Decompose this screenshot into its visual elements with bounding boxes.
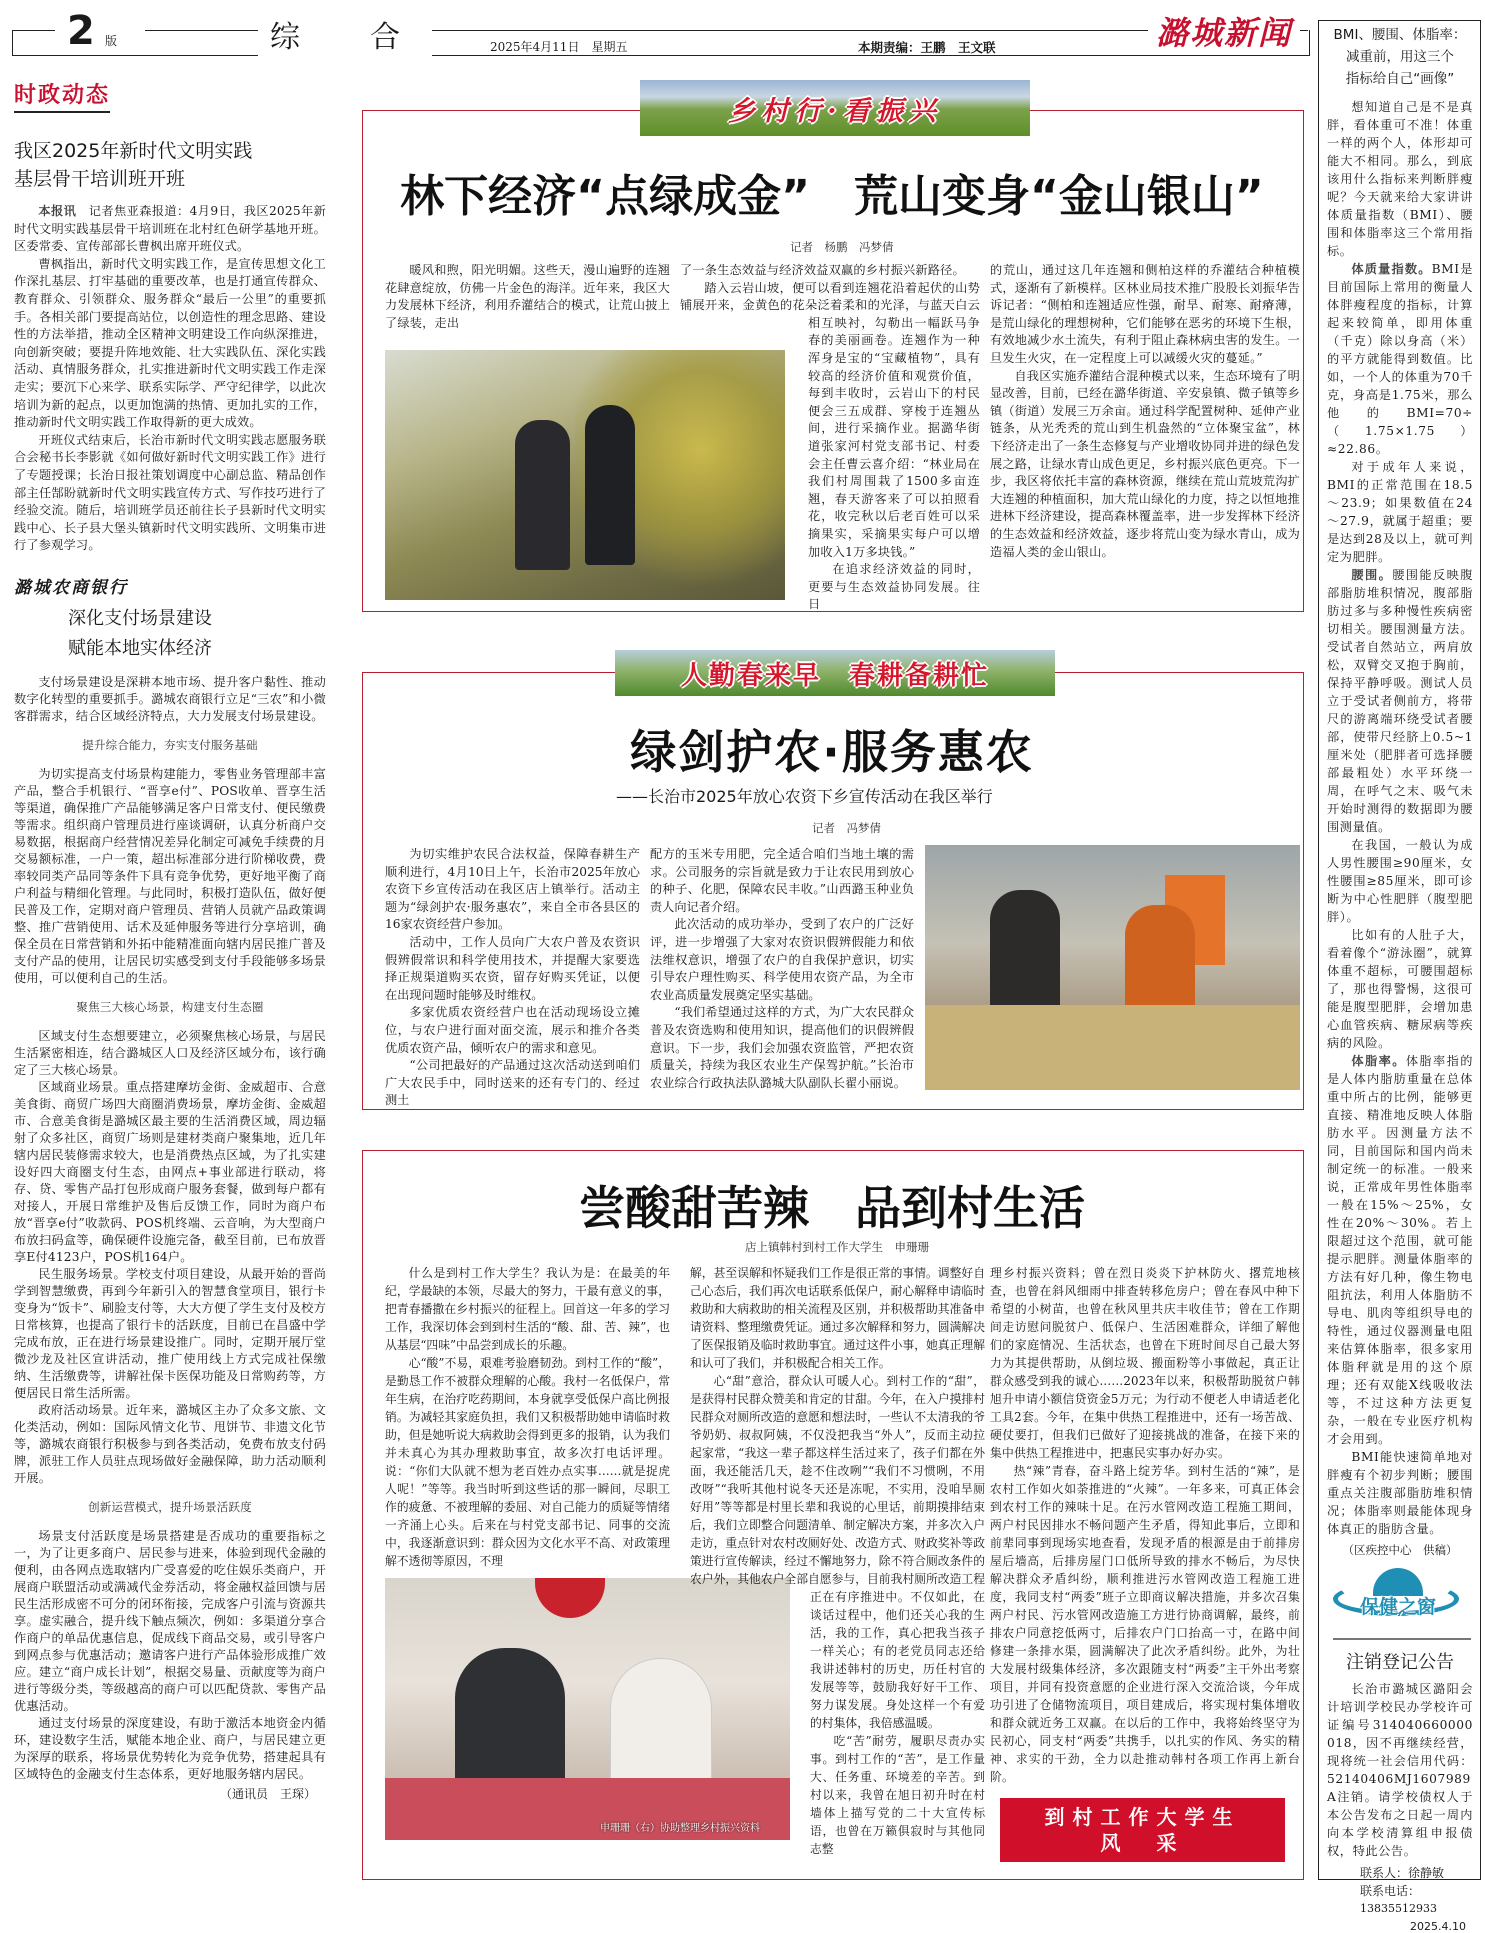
paragraph-text: 开班仪式结束后，长治市新时代文明实践志愿服务联合会秘书长李影就《如何做好新时代文明实践工作》进行了专题授课；长治日报社策划调度中心副总监、精品创作部主任郜盼就新时代文明实践宣传方式、写作技巧进行了经验交流。随后，培训班学员还前往长子县新时代文明实践中心、长子县大堡头镇新时代文明实践所、文明集市进行了参观学习。	[14, 432, 326, 553]
article-1-banner	[640, 80, 1030, 136]
paragraph	[14, 203, 326, 256]
feature-banner	[1000, 1798, 1285, 1862]
subheading: 聚焦三大核心场景，构建支付生态圈	[76, 999, 264, 1014]
paragraph: 什么是到村工作大学生？我认为是：在最美的年纪，学最缺的本领，尽最大的努力，干最有意义的事，把青春播撒在乡村振兴的征程上。回首这一年多的学习工作，我深切体会到到村生活的“酸、甜、苦、辣”，也从基层“四味”中品尝到成长的乐趣。	[385, 1266, 670, 1352]
paragraph	[1327, 260, 1473, 458]
paragraph-text: BMI能快速简单地对胖瘦有个初步判断；腰围重点关注腹部脂肪堆积情况；体脂率则最能体现身体真正的脂肪含量。	[1327, 1450, 1473, 1536]
article-1-col-2	[680, 262, 980, 615]
paragraph-lead: 体脂率。	[1351, 1054, 1406, 1068]
paragraph-text: 想知道自己是不是真胖，看体重可不准！体重一样的两个人，体形却可能大不相同。那么，到底该用什么指标来判断胖瘦呢？今天就来给大家讲讲体质量指数（BMI）、腰围和体脂率这三个常用指标。	[1327, 100, 1473, 258]
paragraph: 多家优质农资经营户也在活动现场设立摊位，与农户进行面对面交流，展示和推介各类优质农资产品，倾听农户的需求和意见。	[385, 1005, 640, 1055]
paragraph: 的荒山，通过这几年连翘和侧柏这样的乔灌结合种植模式，逐渐有了新模样。区林业局技术推广股股长刘振华告诉记者：“侧柏和连翘适应性强，耐旱、耐寒、耐瘠薄，是荒山绿化的理想树种，它们能够在恶劣的环境下生根，有效地减少水土流失，有利于阻止森林病虫害的发生。一旦发生火灾，在一定程度上可以减缓火灾的蔓延。”	[990, 263, 1300, 365]
paragraph: “公司把最好的产品通过这次活动送到咱们广大农民手中，同时送来的还有专门的、经过测土	[385, 1058, 640, 1108]
paragraph	[1327, 566, 1473, 836]
photo-wrap-spacer	[680, 315, 808, 615]
column-tag	[14, 78, 110, 113]
page-number: 2	[67, 8, 95, 54]
bank-headline-line-2: 赋能本地实体经济	[68, 637, 212, 659]
article-2-col-2	[650, 846, 914, 1092]
issue-date: 2025年4月11日 星期五	[490, 40, 628, 54]
paragraph	[1327, 1448, 1473, 1538]
product-table	[925, 1005, 1300, 1090]
paragraph: 在追求经济效益的同时，更要与生态效益协同发展。往日	[808, 562, 980, 612]
masthead	[12, 30, 1310, 56]
paragraph-text: BMI是目前国际上常用的衡量人体胖瘦程度的指标，计算起来较简单，即用体重（千克）除以身高（米）的平方就能得到数值。比如，一个人的体重为70千克，身高是1.75米，那么他的BMI=70÷（1.75×1.75）≈22.86。	[1327, 262, 1473, 456]
left-column	[14, 78, 326, 1802]
paragraph-text: 在我国，一般认为成人男性腰围≥90厘米，女性腰围≥85厘米，即可诊断为中心性肥胖（腹型肥胖）。	[1327, 838, 1473, 924]
paragraph-lead: 本报讯	[38, 204, 77, 218]
paragraph-text: 区域支付生态想要建立，必须聚焦核心场景，与居民生活紧密相连，结合潞城区人口及经济区域分布，该行确定了三大核心场景。	[14, 1028, 326, 1077]
paragraph	[1327, 458, 1473, 566]
paragraph: 自我区实施乔灌结合混种模式以来，生态环境有了明显改善，目前，已经在潞华街道、辛安泉镇、微子镇等乡镇（街道）发展三万余亩。通过科学配置树种、延伸产业链条，从光秃秃的荒山到生机盎然的“立体聚宝盆”，林下经济走出了一条生态修复与产业增收协同并进的绿色发展之路，让绿水青山成色更足，乡村振兴底色更亮。下一步，我区将依托丰富的森林资源，继续在荒山荒坡荒沟扩大连翘的种植面积，加大荒山绿化的力度，持之以恒地推进林下经济建设，提高森林覆盖率，进一步发挥林下经济的生态效益和经济效益，逐步将荒山变为绿水青山，成为造福人类的金山银山。	[990, 368, 1300, 559]
paragraph-text: 场景支付活跃度是场景搭建是否成功的重要指标之一，为了让更多商户、居民参与进来，体验到现代金融的便利，由各网点选取辖内广受喜爱的吃住娱乐类商户，开展商户联盟活动或满减代金券活动，将金融权益回馈与居民生活形成密不可分的闭环衔接，完成客户引流与资源共享。虚实融合，提升线下触点频次，例如：多渠道分享合作商户的单品优惠信息，促成线下商品交易，或引导客户到网点参与优惠活动；邀请客户进行产品体验形成推广效应。建立“商户成长计划”，根据交易量、贡献度等为商户进行等级分类，等级越高的商户可以匹配贷款、零售产品优惠活动。	[14, 1528, 326, 1713]
paragraph-text: 通过支付场景的深度建设，有助于激活本地资金内循环，建设数字生活，赋能本地企业、商户，与居民建立更为深厚的联系，将场景优势转化为竞争优势，搭建起具有区域特色的金融支付生态体系，更好地服务辖内居民。	[14, 1715, 326, 1781]
paragraph	[14, 674, 326, 725]
paragraph-text: 记者焦亚森报道：4月9日，我区2025年新时代文明实践基层骨干培训班在北村红色研学基地开班。区委常委、宣传部部长曹枫出席开班仪式。	[14, 204, 326, 254]
article-3-col-2	[690, 1264, 985, 1888]
paragraph	[14, 256, 326, 432]
paragraph-text: 对于成年人来说，BMI的正常范围在18.5～23.9；如果数值在24～27.9，就属于超重；要是达到28及以上，就可判定为肥胖。	[1327, 460, 1473, 564]
section-name: 综 合	[258, 12, 432, 56]
health-logo-text: 保健之窗	[1359, 1596, 1436, 1618]
bank-body	[14, 674, 326, 1783]
article-2-banner-text: 人勤春来早 春耕备耕忙	[680, 660, 989, 691]
article-3-col-3-wrap	[990, 1264, 1300, 1862]
paragraph-text: 政府活动场景。近年来，潞城区主办了众多文旅、文化类活动，例如：国际风情文化节、甩饼节、非遗文化节等，潞城农商银行积极参与到各类活动，免费布放支付码牌，派驻工作人员驻点现场做好金融保障，助力活动顺利开展。	[14, 1402, 326, 1485]
paragraph-lead: 腰围。	[1351, 568, 1393, 582]
news-body	[14, 203, 326, 555]
paragraph	[14, 1715, 326, 1783]
page-unit: 版	[105, 34, 118, 48]
paragraph-text: 比如有的人肚子大，看着像个“游泳圈”，就算体重不超标，可腰围超标了，那也得警惕，这很可能是腹型肥胖，会增加患心血管疾病、糖尿病等疾病的风险。	[1327, 928, 1473, 1050]
health-body	[1327, 98, 1473, 1538]
article-1-headline: 林下经济“点绿成金” 荒山变身“金山银山”	[400, 171, 1264, 222]
paragraph: 活动中，工作人员向广大农户普及农资识假辨假常识和科学使用技术，并提醒大家要选择正规渠道购买农资，留存好购买凭证，以便在出现问题时能够及时维权。	[385, 934, 640, 1002]
notice-title: 注销登记公告	[1346, 1652, 1454, 1673]
paragraph-text: 腰围能反映腹部脂肪堆积情况，腹部脂肪过多与多种慢性疾病密切相关。腰围测量方法。受试者自然站立，两肩放松，双臂交叉抱于胸前，保持平静呼吸。测试人员立于受试者侧前方，将带尺的游离端环绕受试者腰部，使带尺经脐上0.5~1厘米处（肥胖者可选择腰部最粗处）水平环绕一周，在呼气之末、吸气未开始时测得的数据即为腰围测量值。	[1327, 568, 1473, 834]
paragraph: 热“辣”青春，奋斗路上绽芳华。到村生活的“辣”，是农村工作如火如荼推进的“火辣”。一年多来，可真正体会到农村工作的辣味十足。在污水管网改造工程施工期间，两户村民因排水不畅问题产生矛盾，得知此事后，立即和前辈同事到现场实地查看，发现矛盾的根源是由于前排房屋后墙高，后排房屋门口低所导致的排水不畅后，为尽快解决群众矛盾纠纷，顺利推进污水管网改造工程施工进度，我同支村“两委”班子立即商议解决措施，并多次召集两户村民、污水管网改造施工方进行协商调解，最终，前排农户同意挖低两寸，后排农户门口抬高一寸，在路中间修建一条排水渠，圆满解决了此次矛盾纠纷。此外，为壮大发展村级集体经济，多次跟随支村“两委”主干外出考察项目，并同有投资意愿的企业进行深入交流洽谈，今年成功引进了仓储物流项目，项目建成后，将实现村集体增收和群众就近务工双赢。在以后的工作中，我将始终坚守为民初心，同支村“两委”共携手，以扎实的作风、务实的精神、求实的干劲，全力以赴推动韩村各项工作再上新台阶。	[990, 1464, 1300, 1784]
article-1-col-1	[385, 262, 670, 332]
paragraph-text: 为切实提高支付场景构建能力，零售业务管理部丰富产品，整合手机银行、“晋享e付”、POS收单、晋享生活等渠道，确保推广产品能够满足客户日常支付、便民缴费等需求。组织商户管理员进行座谈调研，认真分析商户交易数据，根据商户经营情况差异化制定可减免手续费的月交易额标准，一户一策，超出标准部分进行阶梯收费，费率较同类产品同等条件下具有竞争优势，更好地平衡了商户利益与精细化管理。与此同时，积极打造队伍，做好便民普及工作，定期对商户管理员、营销人员就产品政策调整、推广营销使用、话术及延伸服务等进行分享培训，确保全员在日常营销和外拓中能精准面向辖内居民推广普及支付产品的使用，让居民切实感受到支付手段能够多场景使用，可以便利自己的生活。	[14, 766, 326, 985]
paragraph: 暖风和煦，阳光明媚。这些天，漫山遍野的连翘花肆意绽放，仿佛一片金色的海洋。近年来，我区大力发展林下经济，利用乔灌结合的模式，让荒山披上了绿装，走出	[385, 263, 670, 330]
paragraph	[14, 1266, 326, 1402]
paragraph	[14, 432, 326, 555]
health-source: （区疾控中心 供稿）	[1342, 1543, 1458, 1557]
paragraph: 心“甜”意洽，群众认可暖人心。到村工作的“甜”，是获得村民群众赞美和肯定的甘甜。今年，在入户摸排村民群众对厕所改造的意愿和想法时，一些认不太清我的爷爷奶奶、叔叔阿姨，不仅没把我当“外人”，反而主动拉起家常，“我这一辈子都这样生活过来了，孩子们都在外面，我还能活几天，趁不住改咧”“我们不习惯咧，不用改呀”“我听其他村说冬天还是冻呢，不实用，没咱旱厕好用”等等都是村里长辈和我说的心里话，前期摸排结束后，我们立即整合问题清单、制定解决方案，并多次入户走访，重点针对农村改厕好处、改造方式、财政奖补等政策进行宣传解读，经过不懈地努力，除不符合厕改条件的农户外，其他农户全部自愿参与，目前我村厕所改造工程正在有序推进中。不仅如此，在谈话过程中，他们还关心我的生活，我的工作，真心把我当孩子一样关心；有的老党员同志还给我讲述韩村的历史，历任村官的发展等等，鼓励我好好干工作、努力谋发展。身处这样一个有爱的村集体，我倍感温暖。	[690, 1374, 985, 1730]
paragraph: “我们希望通过这样的方式，为广大农民群众普及农资选购和使用知识，提高他们的识假辨假意识。下一步，我们会加强农资监管，严把农资质量关，持续为我区农业生产保驾护航。”长治市农业综合行政执法队潞城大队副队长翟小丽说。	[650, 1005, 914, 1090]
paragraph: 解，甚至误解和怀疑我们工作是很正常的事情。调整好自己心态后，我们再次电话联系低保户，耐心解释申请临时救助和大病救助的相关流程及区别，并积极帮助其准备申请资料、整理缴费凭证。通过多次解释和努力，圆满解决了医保报销及临时救助事宜。通过这件小事，她真正理解和认可了我们，并积极配合相关工作。	[690, 1266, 985, 1370]
paragraph	[14, 766, 326, 987]
article-3-headline: 尝酸甜苦辣 品到村生活	[579, 1181, 1085, 1235]
feature-banner-line-2: 风 采	[1100, 1831, 1185, 1855]
notice-date: 2025.4.10	[1410, 1920, 1466, 1933]
paragraph	[14, 1028, 326, 1079]
subheading: 提升综合能力，夯实支付服务基础	[82, 737, 258, 752]
paragraph	[14, 1402, 326, 1487]
bank-brand: 潞城农商银行	[14, 577, 128, 598]
paragraph: 此次活动的成功举办，受到了农户的广泛好评，进一步增强了大家对农资识假辨假能力和依法维权意识，增强了农户的自我保护意识，切实引导农户理性购买、科学使用农资产品，为全市农业高质量发展奠定坚实基础。	[650, 917, 914, 1002]
news-headline	[14, 137, 326, 193]
feature-banner-line-1: 到村工作大学生	[1044, 1805, 1241, 1829]
notice-contact-person: 联系人：徐静敏	[1360, 1866, 1445, 1880]
notice-phone: 13835512933	[1360, 1902, 1437, 1915]
article-3-col-1-wrap	[385, 1264, 760, 1840]
article-3-col-1	[385, 1264, 670, 1570]
paragraph-lead: 体质量指数。	[1351, 262, 1432, 276]
paragraph: 配方的玉米专用肥，完全适合咱们当地土壤的需求。公司服务的宗旨就是致力于让农民用到放心的种子、化肥，保障农民丰收。”山西潞玉种业负责人向记者介绍。	[650, 847, 914, 914]
health-column	[1320, 24, 1480, 1933]
health-logo	[1333, 1568, 1463, 1624]
paragraph	[1327, 1052, 1473, 1448]
paragraph: 吃“苦”耐劳，履职尽责办实事。到村工作的“苦”，是工作量大、任务重、环境差的辛苦。到村以来，我曾在旭日初升时在村墙体上描写党的二十大宣传标语，也曾在万籁俱寂时与其他同志整	[810, 1734, 985, 1856]
article-1-col-3	[990, 262, 1300, 561]
paragraph: 理乡村振兴资料；曾在烈日炎炎下护林防火、撂荒地核查，也曾在斜风细雨中排查转移危房户；曾在春风中种下希望的小树苗，也曾在秋风里共庆丰收佳节；曾在工作期间走访慰问脱贫户、低保户、生活困难群众，详细了解他们的家庭情况、生活状态，也曾在下班时间尽自己最大努力为其提供帮助，从倒垃圾、搬面粉等小事做起，真正让群众感受到我的诚心……2023年以来，积极帮助脱贫户韩旭升申请小额信贷资金5万元；为行动不便老人申请适老化工具2套。今年，在集中供热工程推进中，还有一场苦战、硬仗要打，但我们已做好了迎接挑战的准备，在接下来的集中供热工程推进中，把惠民实事办好办实。	[990, 1266, 1300, 1460]
page-number-block	[55, 8, 145, 54]
bank-headline	[68, 604, 326, 664]
paragraph-text: 体脂率指的是人体内脂肪重量在总体重中所占的比例，能够更直接、精准地反映人体脂肪水平。因测量方法不同，目前国际和国内尚未制定统一的标准。一般来说，正常成年男性体脂率一般在15%～25%，女性在20%～30%。若上限超过这个范围，就可能提示肥胖。测量体脂率的方法有好几种，像生物电阻抗法，利用人体脂肪不导电、肌肉等组织导电的特性，通过仪器测量电阻来估算体脂率，很多家用体脂秤就是用的这个原理；还有双能X线吸收法等，不过这种方法更复杂，一般在专业医疗机构才会用到。	[1327, 1054, 1474, 1446]
article-1-col-1-wrap	[385, 262, 670, 600]
news-headline-line-1: 我区2025年新时代文明实践	[14, 140, 253, 162]
notice-phone-label: 联系电话：	[1360, 1884, 1421, 1898]
wall-emblem	[535, 1578, 605, 1618]
paragraph	[14, 1079, 326, 1266]
paragraph: 心“酸”不易，艰难考验磨韧劲。到村工作的“酸”，是勤恳工作不被群众理解的心酸。我村一名低保户，常年生病，在治疗吃药期间，本身就享受低保户高比例报销。为减轻其家庭负担，我们又积极帮助她申请临时救助，但是她听说大病救助会得到更多的报销，认为我们并未真心为其办理救助事宜，故多次打电话评理。说：“你们大队就不想为老百姓办点实事……就是捉虎人呢！”等等。我当时听到这些话的那一瞬间，尽职工作的疲惫、不被理解的委屈、对自己能力的质疑等情绪一齐涌上心头。后来在与村党支部书记、同事的交流中，我逐渐意识到：群众因为文化水平不高、对政策理解不透彻等原因，不理	[385, 1356, 670, 1568]
paragraph-text: 曹枫指出，新时代文明实践工作，是宣传思想文化工作深扎基层、打牢基础的重要改革，也是打通宣传群众、教育群众、引领群众、服务群众“最后一公里”的重要抓手。各相关部门要提高站位，以创造性的理念思路、建设性的方法举措，推动全区精神文明建设工作向纵深推进，向创新突破；要提升阵地效能、壮大实践队伍、深化实践活动、真情服务群众，扎实推进新时代文明实践工作走深走实；要沉下心来学、联系实际学、严守纪律学，以此次培训为新的起点，以更加饱满的热情、更加扎实的工作，推动新时代文明实践工作取得新的更大成效。	[14, 256, 326, 430]
person-1	[515, 420, 570, 570]
paragraph	[14, 1528, 326, 1715]
subheading: 创新运营模式，提升场景活跃度	[88, 1499, 252, 1514]
article-3-col-3	[990, 1264, 1300, 1786]
article-2-headline: 绿剑护农·服务惠农	[630, 725, 1034, 779]
article-2-col-1	[385, 846, 640, 1110]
health-title-line-1: BMI、腰围、体脂率：	[1333, 27, 1467, 43]
paragraph: 了一条生态效益与经济效益双赢的乡村振兴新路径。	[680, 263, 965, 277]
article-1-banner-text: 乡村行·看振兴	[728, 95, 942, 127]
paragraph	[1327, 836, 1473, 926]
article-3-byline: 店上镇韩村到村工作大学生 申珊珊	[745, 1240, 929, 1254]
notice-text	[1327, 1680, 1473, 1860]
photo-wrap-spacer	[690, 1588, 810, 1888]
health-title-line-2: 减重前，用这三个	[1346, 49, 1454, 65]
notice-contact	[1360, 1864, 1480, 1918]
health-title	[1320, 24, 1480, 90]
article-3-photo-caption: 申珊珊（右）协助整理乡村振兴资料	[600, 1823, 760, 1834]
article-2-banner	[615, 650, 1055, 696]
paragraph: 为切实维护农民合法权益，保障春耕生产顺利进行，4月10日上午，长治市2025年放心农资下乡宣传活动在我区店上镇举行。活动主题为“绿剑护农·服务惠农”，来自全市各县区的16家农资经营户参加。	[385, 847, 640, 932]
article-2-byline: 记者 冯梦倩	[812, 821, 881, 835]
person-2	[585, 405, 635, 565]
masthead-top-rule	[12, 30, 1308, 31]
notice-divider	[1333, 1638, 1471, 1640]
paragraph-text: 区域商业场景。重点搭建摩坊金街、金威超市、合意美食街、商贸广场四大商圈消费场景，摩坊金街、金威超市、合意美食街是潞城区最主要的生活消费区域，周边辐射了众多社区，商贸广场则是建材类商户聚集地，近几年辖内居民装修需求较大，也是消费热点区域，为了扎实建设好四大商圈支付生态，由网点+事业部进行联动，将存、贷、零售产品打包形成商户服务套餐，做到每户都有对接人，开展日常维护及售后反馈工作，同时为商户布放“晋享e付”收款码、POS机终端、云音响，为大型商户布放扫码盒等，确保硬件设施完备，截至目前，已布放晋享E付4123户，POS机164户。	[14, 1079, 326, 1264]
news-headline-line-2: 基层骨干培训班开班	[14, 168, 186, 190]
bank-headline-line-1: 深化支付场景建设	[68, 607, 212, 629]
notice-paragraph: 长治市潞城区潞阳会计培训学校民办学校许可证编号314040660000018，因不再继续经营，现将统一社会信用代码：52140406MJ1607989A注销。请学校债权人于本公告发布之日起一周内向本学校清算组申报债权，特此公告。	[1327, 1682, 1473, 1858]
paragraph-text: 支付场景建设是深耕本地市场、提升客户黏性、推动数字化转型的重要抓手。潞城农商银行立足“三农”和小微客群需求，结合区域经济特点，大力发展支付场景建设。	[14, 674, 326, 723]
article-2-photo	[925, 845, 1300, 1090]
newspaper-logo: 潞城新闻	[1148, 8, 1300, 54]
paragraph	[1327, 98, 1473, 260]
page-editor: 本期责编：王鹏 王文联	[858, 40, 996, 55]
bank-author: （通讯员 王琛）	[219, 1786, 316, 1801]
article-2-subtitle: ——长治市2025年放心农资下乡宣传活动在我区举行	[616, 787, 993, 806]
column-tag-text: 时政动态	[14, 83, 111, 108]
article-1-byline: 记者 杨鹏 冯梦倩	[790, 240, 894, 254]
paragraph: 踏入云岩山坡，便可以看到连翘花沿着起伏的山势铺展开来，金黄色的花朵泛着柔和的光泽，与蓝天白云相互映衬，勾勒出一幅跃马争春的美丽画卷。连翘作为一种浑身是宝的“宝藏植物”，具有较高的经济价值和观赏价值，每到丰收时，云岩山下的村民便会三五成群、穿梭于连翘丛间，进行采摘作业。据潞华街道张家河村党支部书记、村委会主任曹云喜介绍：“林业局在我们村周围栽了1500多亩连翘，春天游客来了可以拍照看花，收完秋以后老百姓可以采摘果实，采摘果实每户可以增加收入1万多块钱。”	[680, 280, 980, 559]
paragraph	[1327, 926, 1473, 1052]
health-title-line-3: 指标给自己“画像”	[1345, 71, 1455, 87]
paragraph-text: 民生服务场景。学校支付项目建设，从最开始的晋尚学到智慧缴费，再到今年新引入的智慧食堂项目，银行卡变身为“饭卡”、刷脸支付等，大大方便了学生支付及校方日常核算，也提高了银行卡的活跃度，目前已在昌盛中学完成布放，正在进行场景建设推广。同时，定期开展厅堂微沙龙及社区宣讲活动，推广使用线上方式完成社保缴纳、生活缴费等，讲解社保卡医保功能及日常购药等，方便居民日常生活所需。	[14, 1266, 326, 1400]
